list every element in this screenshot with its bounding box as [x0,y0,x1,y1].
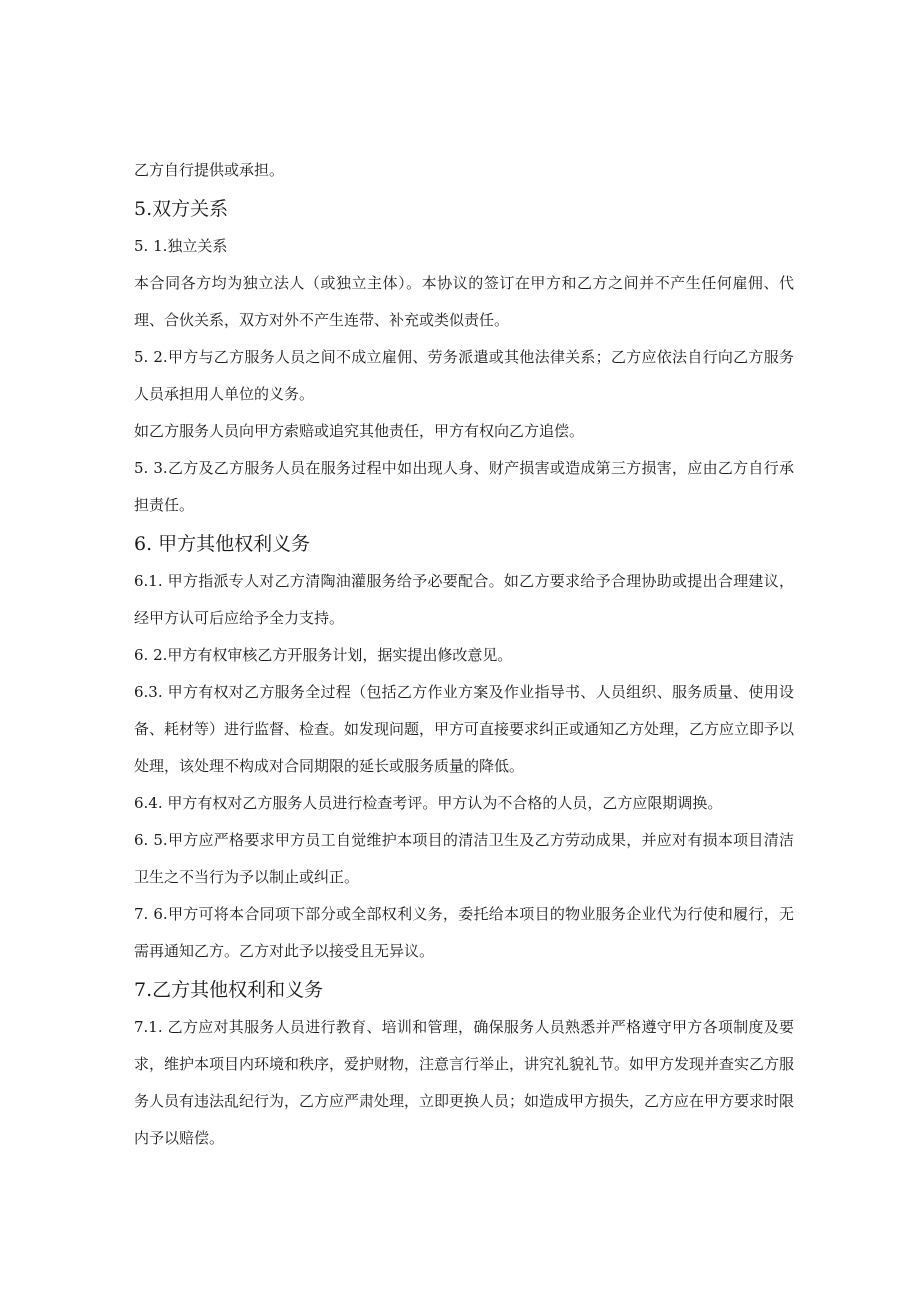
clause-5-3: 5. 3.乙方及乙方服务人员在服务过程中如出现人身、财产损害或造成第三方损害，应由乙方自行承担责任。 [134,459,794,514]
clause-6-3: 6.3. 甲方有权对乙方服务全过程（包括乙方作业方案及作业指导书、人员组织、服务质量、使用设备、耗材等）进行监督、检查。如发现问题，甲方可直接要求纠正或通知乙方处理，乙方应立即予以处理，该处理不构成对合同期限的延长或服务质量的降低。 [134,683,795,775]
clause-6-4: 6.4. 甲方有权对乙方服务人员进行检查考评。甲方认为不合格的人员，乙方应限期调换。 [134,794,723,812]
clause-5-2-recourse: 如乙方服务人员向甲方索赔或追究其他责任，甲方有权向乙方追偿。 [134,422,585,440]
clause-6-2: 6. 2.甲方有权审核乙方开服务计划，据实提出修改意见。 [134,646,513,664]
section-heading-6: 6. 甲方其他权利义务 [134,533,311,555]
paragraph-continuation: 乙方自行提供或承担。 [134,161,285,179]
clause-5-2: 5. 2.甲方与乙方服务人员之间不成立雇佣、劳务派遣或其他法律关系；乙方应依法自行向乙方服务人员承担用人单位的义务。 [134,348,794,403]
clause-7-1: 7.1. 乙方应对其服务人员进行教育、培训和管理，确保服务人员熟悉并严格遵守甲方各项制度及要求，维护本项目内环境和秩序，爱护财物，注意言行举止，讲究礼貌礼节。如甲方发现并查实乙方服务人员有违法乱纪行为，乙方应严肃处理，立即更换人员；如造成甲方损失，乙方应在甲方要求时限内予以赔偿。 [134,1018,795,1147]
clause-6-5: 6. 5.甲方应严格要求甲方员工自觉维护本项目的清洁卫生及乙方劳动成果，并应对有损本项目清洁卫生之不当行为予以制止或纠正。 [134,831,794,886]
clause-5-1-body: 本合同各方均为独立法人（或独立主体）。本协议的签订在甲方和乙方之间并不产生任何雇佣、代理、合伙关系，双方对外不产生连带、补充或类似责任。 [134,274,794,329]
clause-6-1: 6.1. 甲方指派专人对乙方清陶油灌服务给予必要配合。如乙方要求给予合理协助或提出合理建议，经甲方认可后应给予全力支持。 [134,572,794,627]
clause-5-1-title: 5. 1.独立关系 [134,237,228,255]
document-body [134,152,794,1157]
section-heading-5: 5.双方关系 [134,198,229,220]
section-heading-7: 7.乙方其他权利和义务 [134,979,324,1001]
clause-7-6: 7. 6.甲方可将本合同项下部分或全部权利义务，委托给本项目的物业服务企业代为行使和履行，无需再通知乙方。乙方对此予以接受且无异议。 [134,905,794,960]
